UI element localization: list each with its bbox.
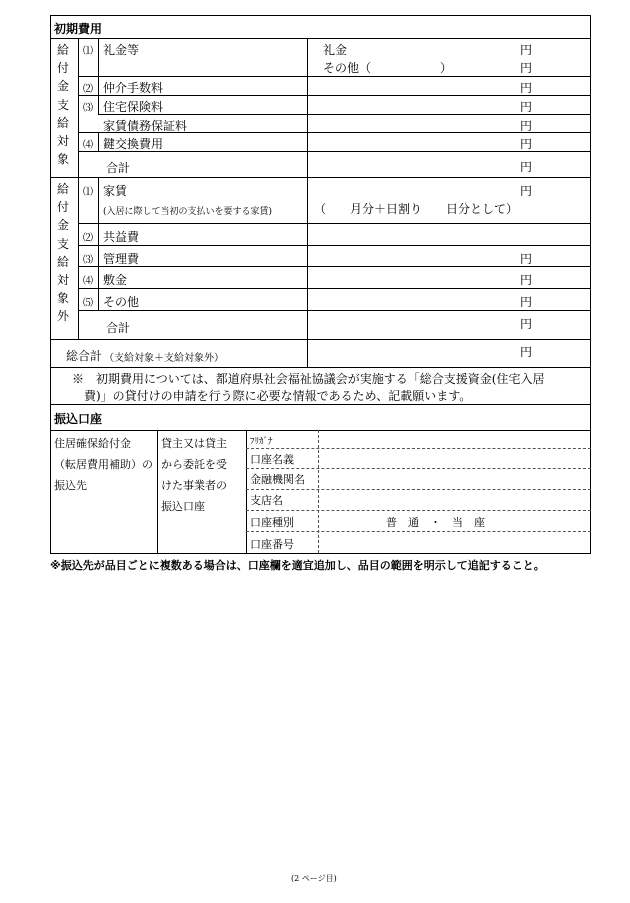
- row-line: [78, 288, 591, 289]
- label-char: 金: [56, 79, 69, 94]
- landlord-line-3: けた事業者の: [161, 479, 227, 492]
- item-label-management-fee: 管理費: [103, 252, 140, 266]
- item-number: ⑷: [83, 276, 93, 287]
- yen-unit: 円: [520, 100, 533, 114]
- recipient-line-1: 住居確保給付金: [54, 437, 131, 450]
- item-number: ⑷: [83, 140, 93, 151]
- uncovered-vertical-label: [56, 180, 70, 326]
- item-number: ⑶: [83, 103, 93, 114]
- field-label-account-holder: 口座名義: [250, 453, 294, 466]
- field-label-furigana: ﾌﾘｶﾞﾅ: [250, 437, 273, 447]
- row-dashed: [246, 531, 591, 532]
- item-number: ⑶: [83, 255, 93, 266]
- yen-unit: 円: [520, 317, 533, 331]
- label-char: 給: [56, 182, 69, 196]
- label-char: 給: [56, 115, 69, 130]
- notice-line-1: ※ 初期費用については、都道府県社会福祉協議会が実施する「総合支援資金(住宅入居: [72, 372, 545, 386]
- row-line: [78, 223, 591, 224]
- row-dashed: [246, 448, 591, 449]
- landlord-line-4: 振込口座: [161, 500, 205, 513]
- key-money-label: 礼金: [323, 43, 348, 57]
- yen-unit: 円: [520, 119, 533, 133]
- label-char: 外: [56, 309, 69, 324]
- item-label-rent: 家賃: [103, 184, 128, 198]
- other-close: ）: [440, 61, 453, 75]
- col-line: [157, 430, 158, 553]
- yen-unit: 円: [520, 273, 533, 287]
- covered-subtotal-label: 合計: [106, 161, 131, 175]
- yen-unit: 円: [520, 61, 533, 75]
- item-number: ⑴: [83, 187, 93, 198]
- col-line: [98, 132, 99, 151]
- field-label-account-type: 口座種別: [250, 516, 294, 529]
- label-char: 金: [56, 218, 69, 233]
- label-char: 象: [56, 152, 69, 167]
- label-char: 付: [56, 61, 69, 76]
- transfer-header: 振込口座: [54, 412, 103, 426]
- grand-total-label: 総合計: [66, 349, 103, 363]
- landlord-line-1: 貸主又は貸主: [161, 437, 227, 450]
- label-char: 給: [56, 43, 69, 57]
- yen-unit: 円: [520, 295, 533, 309]
- grand-total-note: （支給対象＋支給対象外）: [104, 353, 224, 364]
- col-line: [98, 38, 99, 114]
- label-char: 対: [56, 134, 69, 149]
- section-line: [50, 177, 591, 178]
- rent-note: (入居に際して当初の支払いを要する家賃): [103, 207, 273, 217]
- section-line: [50, 339, 591, 340]
- label-char: 対: [56, 273, 69, 288]
- row-line: [78, 76, 591, 77]
- col-line: [307, 38, 308, 367]
- field-label-branch: 支店名: [250, 494, 283, 507]
- yen-unit: 円: [520, 81, 533, 95]
- frame-left: [50, 15, 51, 553]
- yen-unit: 円: [520, 184, 533, 198]
- notice-line-2: 費)」の貸付けの申請を行う際に必要な情報であるため、記載願います。: [84, 389, 472, 403]
- label-char: 象: [56, 291, 69, 306]
- row-dashed: [246, 510, 591, 511]
- row-line: [78, 310, 591, 311]
- recipient-line-2: （転居費用補助）の: [54, 458, 153, 471]
- yen-unit: 円: [520, 137, 533, 151]
- page-number: (2 ページ目): [291, 874, 337, 883]
- item-number: ⑵: [83, 84, 93, 95]
- frame-bottom: [50, 553, 591, 554]
- item-label-key-exchange: 鍵交換費用: [103, 137, 164, 151]
- yen-unit: 円: [520, 160, 533, 174]
- section-line: [50, 367, 591, 368]
- item-number: ⑵: [83, 233, 93, 244]
- header-divider: [50, 38, 591, 39]
- other-label: その他（: [323, 61, 372, 75]
- footer-note: ※振込先が品目ごとに複数ある場合は、口座欄を適宜追加し、品目の範囲を明示して追記すること。: [50, 559, 545, 572]
- item-label-guarantee: 家賃債務保証料: [103, 119, 188, 133]
- item-label-brokerage: 仲介手数料: [103, 81, 164, 95]
- row-dashed: [246, 468, 591, 469]
- item-label-other: その他: [103, 295, 140, 309]
- initial-costs-header: 初期費用: [54, 22, 103, 36]
- label-char: 付: [56, 200, 69, 215]
- item-number: ⑴: [83, 46, 93, 57]
- yen-unit: 円: [520, 43, 533, 57]
- yen-unit: 円: [520, 345, 533, 359]
- yen-unit: 円: [520, 252, 533, 266]
- item-number: ⑸: [83, 298, 93, 309]
- uncovered-subtotal-label: 合計: [106, 321, 131, 335]
- row-line: [98, 114, 591, 115]
- item-label-deposit: 敷金: [103, 273, 128, 287]
- col-line: [98, 177, 99, 310]
- row-dashed: [246, 489, 591, 490]
- section-line: [50, 430, 591, 431]
- section-line: [50, 404, 591, 405]
- row-line: [78, 266, 591, 267]
- frame-top: [50, 15, 591, 16]
- account-type-options[interactable]: 普 通 ・ 当 座: [386, 516, 485, 529]
- recipient-line-3: 振込先: [54, 479, 87, 492]
- label-char: 給: [56, 254, 69, 269]
- label-char: 支: [56, 236, 69, 251]
- covered-vertical-label: [56, 41, 70, 168]
- field-label-account-number: 口座番号: [250, 538, 294, 551]
- label-char: 支: [56, 97, 69, 112]
- row-line: [78, 245, 591, 246]
- item-label-key-money: 礼金等: [103, 43, 140, 57]
- item-label-insurance: 住宅保険料: [103, 100, 164, 114]
- rent-calculation: （ 月分＋日割り 日分として）: [314, 202, 519, 216]
- landlord-line-2: から委託を受: [161, 458, 227, 471]
- field-label-bank-name: 金融機関名: [250, 473, 305, 486]
- item-label-common-fee: 共益費: [103, 230, 140, 244]
